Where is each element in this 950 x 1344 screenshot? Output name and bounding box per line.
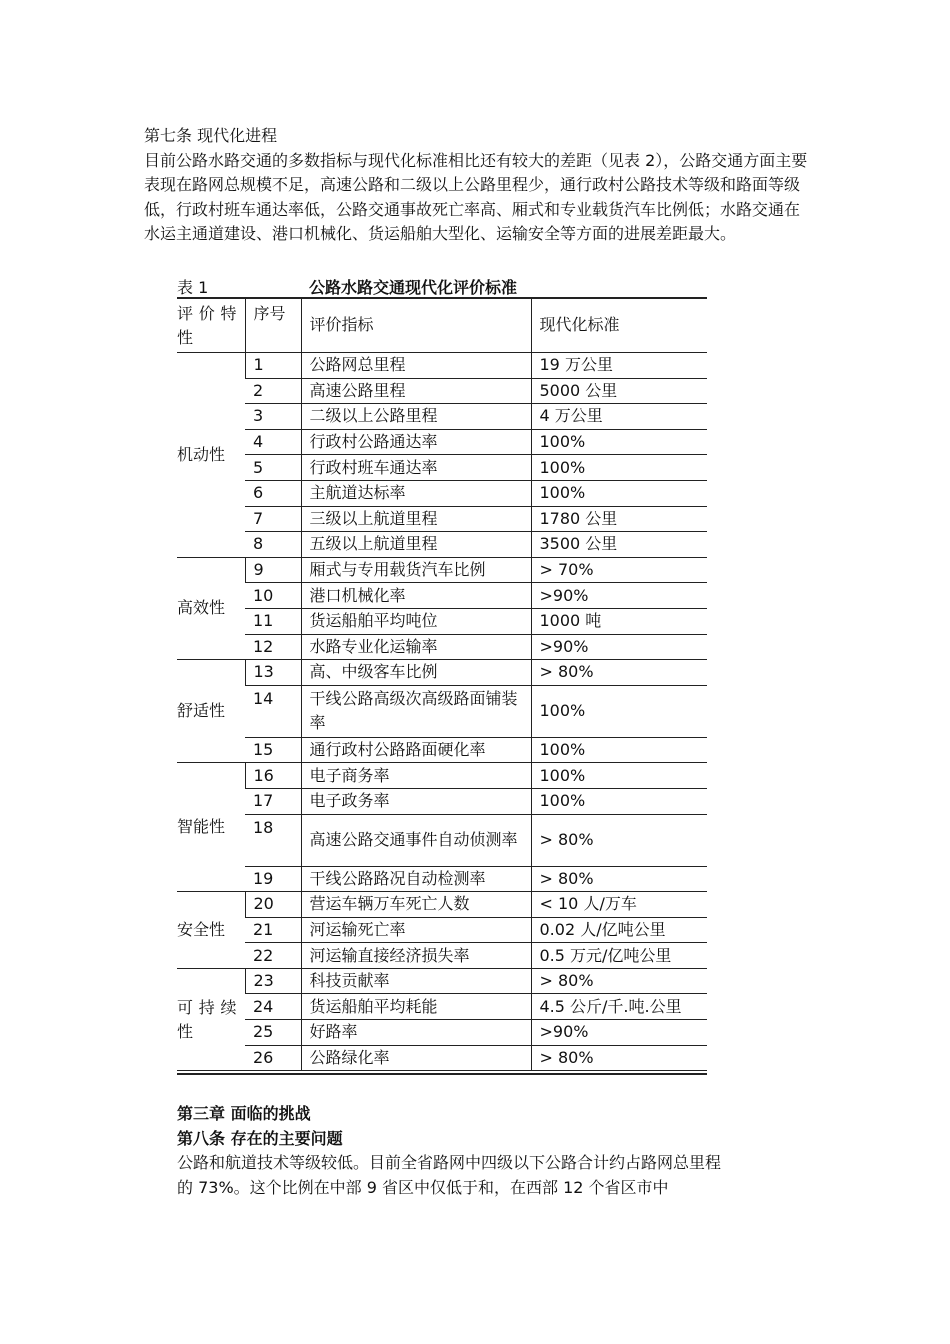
table-row [177, 737, 707, 763]
standard-cell: 0.5 万元/亿吨公里 [531, 943, 707, 969]
indicator-cell: 营运车辆万车死亡人数 [301, 892, 531, 918]
header-number: 序号 [245, 298, 301, 353]
dimension-cell: 舒适性 [177, 660, 245, 763]
number-cell: 24 [245, 994, 301, 1020]
number-cell: 26 [245, 1045, 301, 1071]
table-row [177, 994, 707, 1020]
dimension-cell: 智能性 [177, 763, 245, 892]
dimension-cell: 安全性 [177, 892, 245, 969]
indicator-cell: 五级以上航道里程 [301, 532, 531, 558]
indicator-cell: 好路率 [301, 1020, 531, 1046]
indicator-cell: 货运船舶平均吨位 [301, 608, 531, 634]
number-cell: 13 [245, 660, 301, 686]
standard-cell: 100% [531, 737, 707, 763]
standard-cell: > 80% [531, 866, 707, 892]
table-row [177, 917, 707, 943]
number-cell: 17 [245, 788, 301, 814]
standard-cell: > 80% [531, 660, 707, 686]
indicator-cell: 货运船舶平均耗能 [301, 994, 531, 1020]
table-row [177, 583, 707, 609]
standard-cell: 100% [531, 455, 707, 481]
dimension-cell: 高效性 [177, 557, 245, 659]
article-body: 目前公路水路交通的多数指标与现代化标准相比还有较大的差距（见表 2），公路交通方面主要表现在路网总规模不足，高速公路和二级以上公路里程少，通行政村公路技术等级和路面等级低，行政村班车通达率低，公路交通事故死亡率高、厢式和专业载货汽车比例低；水路交通在水运主通道建设、港口机械化、货运船舶大型化、运输安全等方面的进展差距最大。 [144, 150, 808, 243]
number-cell: 11 [245, 608, 301, 634]
indicator-cell: 公路绿化率 [301, 1045, 531, 1071]
standard-cell: 1780 公里 [531, 506, 707, 532]
table-row [177, 788, 707, 814]
header-indicator: 评价指标 [301, 298, 531, 353]
table-row [177, 480, 707, 506]
indicator-cell: 电子商务率 [301, 763, 531, 789]
table-row [177, 506, 707, 532]
indicator-cell: 高、中级客车比例 [301, 660, 531, 686]
table-row [177, 814, 707, 866]
standard-cell: 100% [531, 788, 707, 814]
table-row [177, 968, 707, 994]
indicator-cell: 主航道达标率 [301, 480, 531, 506]
table-row [177, 378, 707, 404]
table-row [177, 685, 707, 737]
table-row [177, 866, 707, 892]
number-cell: 16 [245, 763, 301, 789]
table-header-row [177, 298, 707, 353]
number-cell: 15 [245, 737, 301, 763]
indicator-cell: 高速公路交通事件自动侦测率 [301, 814, 531, 866]
indicator-cell: 行政村班车通达率 [301, 455, 531, 481]
table-title: 公路水路交通现代化评价标准 [309, 278, 518, 297]
standard-cell: 5000 公里 [531, 378, 707, 404]
indicator-cell: 水路专业化运输率 [301, 634, 531, 660]
standard-cell: 4 万公里 [531, 404, 707, 430]
standard-cell: > 70% [531, 557, 707, 583]
number-cell: 22 [245, 943, 301, 969]
table-row [177, 455, 707, 481]
number-cell: 14 [245, 685, 301, 737]
table-row [177, 1045, 707, 1071]
table-bottom-rule [177, 1073, 707, 1075]
table-row [177, 532, 707, 558]
standard-cell: < 10 人/万车 [531, 892, 707, 918]
table-row [177, 429, 707, 455]
indicator-cell: 科技贡献率 [301, 968, 531, 994]
number-cell: 25 [245, 1020, 301, 1046]
standard-cell: 19 万公里 [531, 353, 707, 379]
number-cell: 7 [245, 506, 301, 532]
indicator-cell: 河运输死亡率 [301, 917, 531, 943]
number-cell: 1 [245, 353, 301, 379]
standard-cell: 100% [531, 763, 707, 789]
article-body-2: 公路和航道技术等级较低。目前全省路网中四级以下公路合计约占路网总里程的 73%。这个比例在中部 9 省区中仅低于和，在西部 12 个省区市中 [177, 1153, 722, 1197]
indicator-cell: 通行政村公路路面硬化率 [301, 737, 531, 763]
indicator-cell: 干线公路高级次高级路面铺装率 [301, 685, 531, 737]
number-cell: 4 [245, 429, 301, 455]
indicator-cell: 港口机械化率 [301, 583, 531, 609]
evaluation-standard-table [177, 298, 707, 1071]
table-row [177, 943, 707, 969]
indicator-cell: 三级以上航道里程 [301, 506, 531, 532]
table-row [177, 634, 707, 660]
standard-cell: > 80% [531, 1045, 707, 1071]
number-cell: 20 [245, 892, 301, 918]
article-heading: 第七条 现代化进程 [144, 126, 278, 145]
number-cell: 19 [245, 866, 301, 892]
standard-cell: > 80% [531, 814, 707, 866]
dimension-cell: 可持续性 [177, 968, 245, 1070]
challenges-section [177, 1102, 722, 1200]
standard-cell: >90% [531, 1020, 707, 1046]
number-cell: 6 [245, 480, 301, 506]
header-standard: 现代化标准 [531, 298, 707, 353]
table-row [177, 353, 707, 379]
indicator-cell: 干线公路路况自动检测率 [301, 866, 531, 892]
number-cell: 12 [245, 634, 301, 660]
indicator-cell: 河运输直接经济损失率 [301, 943, 531, 969]
indicator-cell: 行政村公路通达率 [301, 429, 531, 455]
number-cell: 18 [245, 814, 301, 866]
table-label: 表 1 [177, 278, 209, 297]
article-heading-2: 第八条 存在的主要问题 [177, 1128, 343, 1148]
indicator-cell: 二级以上公路里程 [301, 404, 531, 430]
indicator-cell: 厢式与专用载货汽车比例 [301, 557, 531, 583]
number-cell: 8 [245, 532, 301, 558]
intro-section [144, 124, 808, 247]
standard-cell: 4.5 公斤/千.吨.公里 [531, 994, 707, 1020]
standard-cell: 3500 公里 [531, 532, 707, 558]
table-row [177, 557, 707, 583]
indicator-cell: 高速公路里程 [301, 378, 531, 404]
standard-cell: 100% [531, 429, 707, 455]
number-cell: 21 [245, 917, 301, 943]
table-row [177, 404, 707, 430]
number-cell: 10 [245, 583, 301, 609]
table-row [177, 892, 707, 918]
number-cell: 9 [245, 557, 301, 583]
number-cell: 3 [245, 404, 301, 430]
standard-cell: 0.02 人/亿吨公里 [531, 917, 707, 943]
table-row [177, 1020, 707, 1046]
dimension-cell: 机动性 [177, 353, 245, 558]
header-dimension: 评价特性 [177, 298, 245, 353]
number-cell: 5 [245, 455, 301, 481]
table-row [177, 763, 707, 789]
standard-cell: 100% [531, 685, 707, 737]
standard-cell: >90% [531, 583, 707, 609]
indicator-cell: 公路网总里程 [301, 353, 531, 379]
chapter-heading: 第三章 面临的挑战 [177, 1104, 311, 1123]
table-row [177, 660, 707, 686]
number-cell: 23 [245, 968, 301, 994]
indicator-cell: 电子政务率 [301, 788, 531, 814]
standard-cell: > 80% [531, 968, 707, 994]
standard-cell: 1000 吨 [531, 608, 707, 634]
table-row [177, 608, 707, 634]
standard-cell: 100% [531, 480, 707, 506]
standard-cell: >90% [531, 634, 707, 660]
number-cell: 2 [245, 378, 301, 404]
